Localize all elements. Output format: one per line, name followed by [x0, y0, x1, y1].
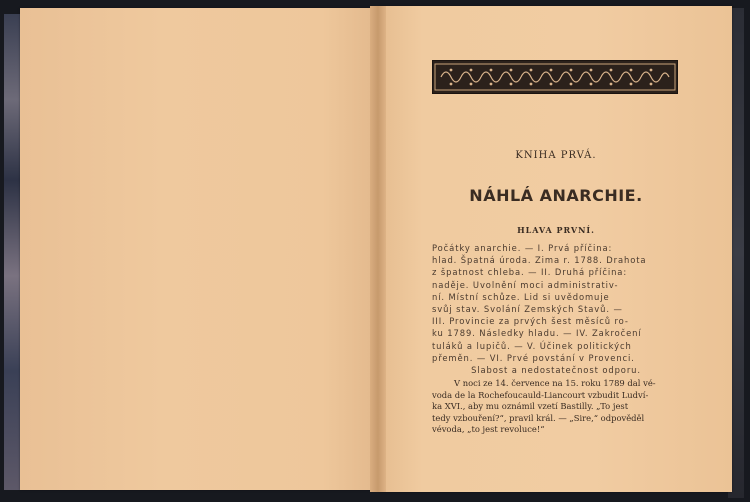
body-line: ka XVI., aby mu oznámil vzetí Bastilly. „To jest [432, 401, 629, 412]
body-line: vévoda, „to jest revoluce!“ [432, 424, 545, 435]
body-line: voda de la Rochefoucauld-Liancourt vzbudit Ludví- [432, 389, 649, 400]
summary-line: tuláků a lupičů. — V. Účinek politických [432, 340, 632, 351]
left-page-blank [20, 8, 376, 490]
chapter-title: NÁHLÁ ANARCHIE. [469, 186, 643, 205]
summary-line: z špatnost chleba. — II. Druhá příčina: [432, 267, 628, 278]
book-gutter [370, 6, 386, 492]
chapter-summary [432, 242, 680, 376]
summary-line: ní. Místní schůze. Lid si uvědomuje [432, 291, 610, 302]
summary-line: ku 1789. Následky hladu. — IV. Zakročení [432, 328, 642, 339]
chapter-number: HLAVA PRVNÍ. [517, 225, 595, 235]
summary-line: hlad. Špatná úroda. Zima r. 1788. Drahota [432, 255, 647, 266]
book-part-heading: KNIHA PRVÁ. [515, 150, 597, 161]
summary-line: přeměn. — VI. Prvé povstání v Provenci. [432, 352, 635, 363]
decorative-header-ornament [432, 60, 678, 94]
body-line: V noci ze 14. července na 15. roku 1789 dal vé- [454, 378, 656, 388]
body-line: tedy vzbouření?“, pravil král. — „Sire,“ odpověděl [432, 412, 645, 423]
summary-line: naděje. Uvolnění moci administrativ- [432, 279, 619, 290]
summary-line: Slabost a nedostatečnost odporu. [471, 365, 641, 376]
body-paragraph [432, 378, 682, 436]
ornament-pattern [433, 61, 677, 93]
summary-line: Počátky anarchie. — I. Prvá příčina: [432, 243, 613, 253]
summary-line: svůj stav. Svolání Zemských Stavů. — [432, 304, 623, 315]
summary-line: III. Provincie za prvých šest měsíců ro- [432, 316, 629, 327]
